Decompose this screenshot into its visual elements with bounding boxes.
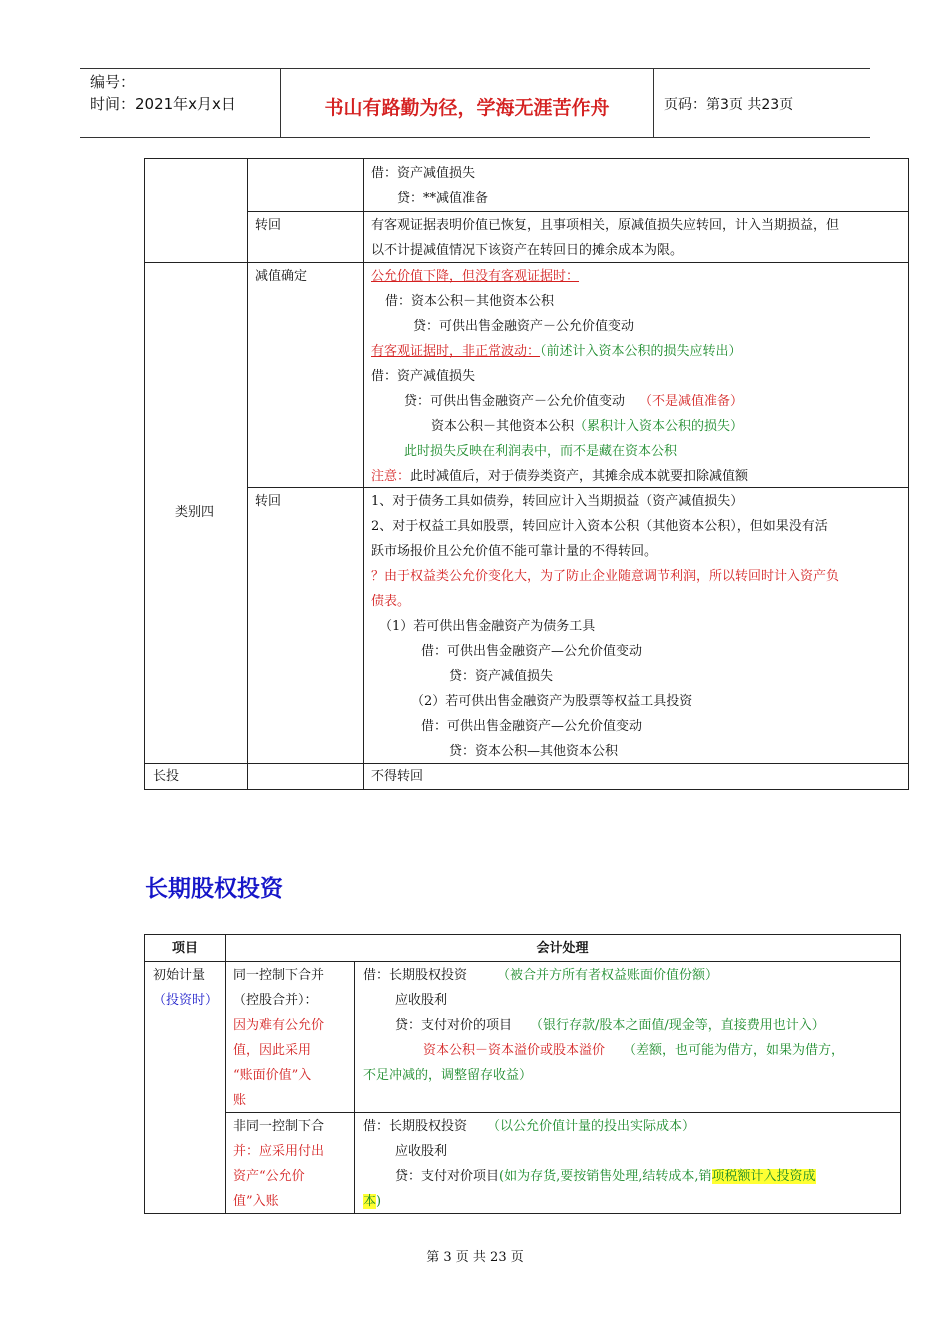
section-title: 长期股权投资 bbox=[145, 876, 283, 902]
table-cell: 初始计量 （投资时） bbox=[153, 968, 219, 1008]
header-page-info: 页码：第3页 共23页 bbox=[664, 97, 794, 113]
category-label: 类别四 bbox=[175, 505, 215, 520]
table-cell: 减值确定 bbox=[255, 269, 308, 284]
document-number-label: 编号： bbox=[90, 73, 136, 91]
table-divider bbox=[354, 961, 355, 1213]
impairment-table bbox=[144, 158, 909, 790]
header-motto: 书山有路勤为径，学海无涯苦作舟 bbox=[280, 69, 654, 137]
equity-investment-table bbox=[144, 934, 901, 1214]
table-cell: 长投 bbox=[153, 769, 180, 784]
table-divider bbox=[225, 1112, 900, 1113]
table-cell: 公允价值下降，但没有客观证据时： 借：资本公积－其他资本公积 贷：可供出售金融资产－公允价值变动 有客观证据时，非正常波动：（前述计入资本公积的损失应转出） 借：资产减值损失 贷：可供出售金融资产－公允价值变动 （不是减值准备） 资本公积－其他资本公积（累积计入资本公积的损失） 此时损失反映在利润表中，而不是藏在资本公积 注意：此时减值后，对于债券类资产，其摊余成本就要扣除减值额 bbox=[371, 269, 749, 484]
page-footer: 第 3 页 共 23 页 bbox=[426, 1250, 524, 1265]
column-header: 会计处理 bbox=[536, 941, 589, 956]
page-header bbox=[80, 68, 870, 138]
table-cell: 有客观证据表明价值已恢复，且事项相关，原减值损失应转回，计入当期损益，但 以不计提减值情况下该资产在转回日的摊余成本为限。 bbox=[371, 218, 840, 258]
table-cell: 1、对于债务工具如债券，转回应计入当期损益（资产减值损失） 2、对于权益工具如股票，转回应计入资本公积（其他资本公积），但如果没有活 跃市场报价且公允价值不能可靠计量的不得转回。 ？由于权益类公允价变化大，为了防止企业随意调节利润，所以转回时计入资产负 债表。 （1）若可供出售金融资产为债务工具 借：可供出售金融资产—公允价值变动 贷：资产减值损失 （2）若可供出售金融资产为股票等权益工具投资 借：可供出售金融资产—公允价值变动 贷：资本公积—其他资本公积 bbox=[371, 494, 840, 759]
table-divider bbox=[247, 211, 908, 212]
header-meta bbox=[80, 69, 280, 137]
document-date: 时间：2021年x月x日 bbox=[90, 95, 236, 113]
table-cell: 借：长期股权投资 （以公允价值计量的投出实际成本） 应收股利 贷：支付对价项目(如为存货,要按销售处理,结转成本,销项税额计入投资成 本) bbox=[363, 1119, 816, 1209]
table-divider bbox=[363, 159, 364, 789]
table-cell: 同一控制下合并 （控股合并）： 因为难有公允价 值，因此采用 “账面价值”入 账 bbox=[233, 968, 325, 1108]
table-divider bbox=[145, 961, 900, 962]
table-cell: 借：长期股权投资 （被合并方所有者权益账面价值份额） 应收股利 贷：支付对价的项目 （银行存款/股本之面值/现金等，直接费用也计入） 资本公积－资本溢价或股本溢价 （差额，也可能为借方，如果为借方， 不足冲减的，调整留存收益） bbox=[363, 968, 845, 1083]
table-divider bbox=[225, 935, 226, 1213]
table-cell: 借：资产减值损失 贷：**减值准备 bbox=[371, 166, 489, 206]
table-cell: 不得转回 bbox=[371, 769, 424, 784]
table-cell: 转回 bbox=[255, 494, 282, 509]
table-cell: 转回 bbox=[255, 218, 282, 233]
table-divider bbox=[247, 159, 248, 789]
column-header: 项目 bbox=[171, 941, 198, 956]
table-cell: 非同一控制下合 并：应采用付出 资产“公允价 值”入账 bbox=[233, 1119, 325, 1209]
